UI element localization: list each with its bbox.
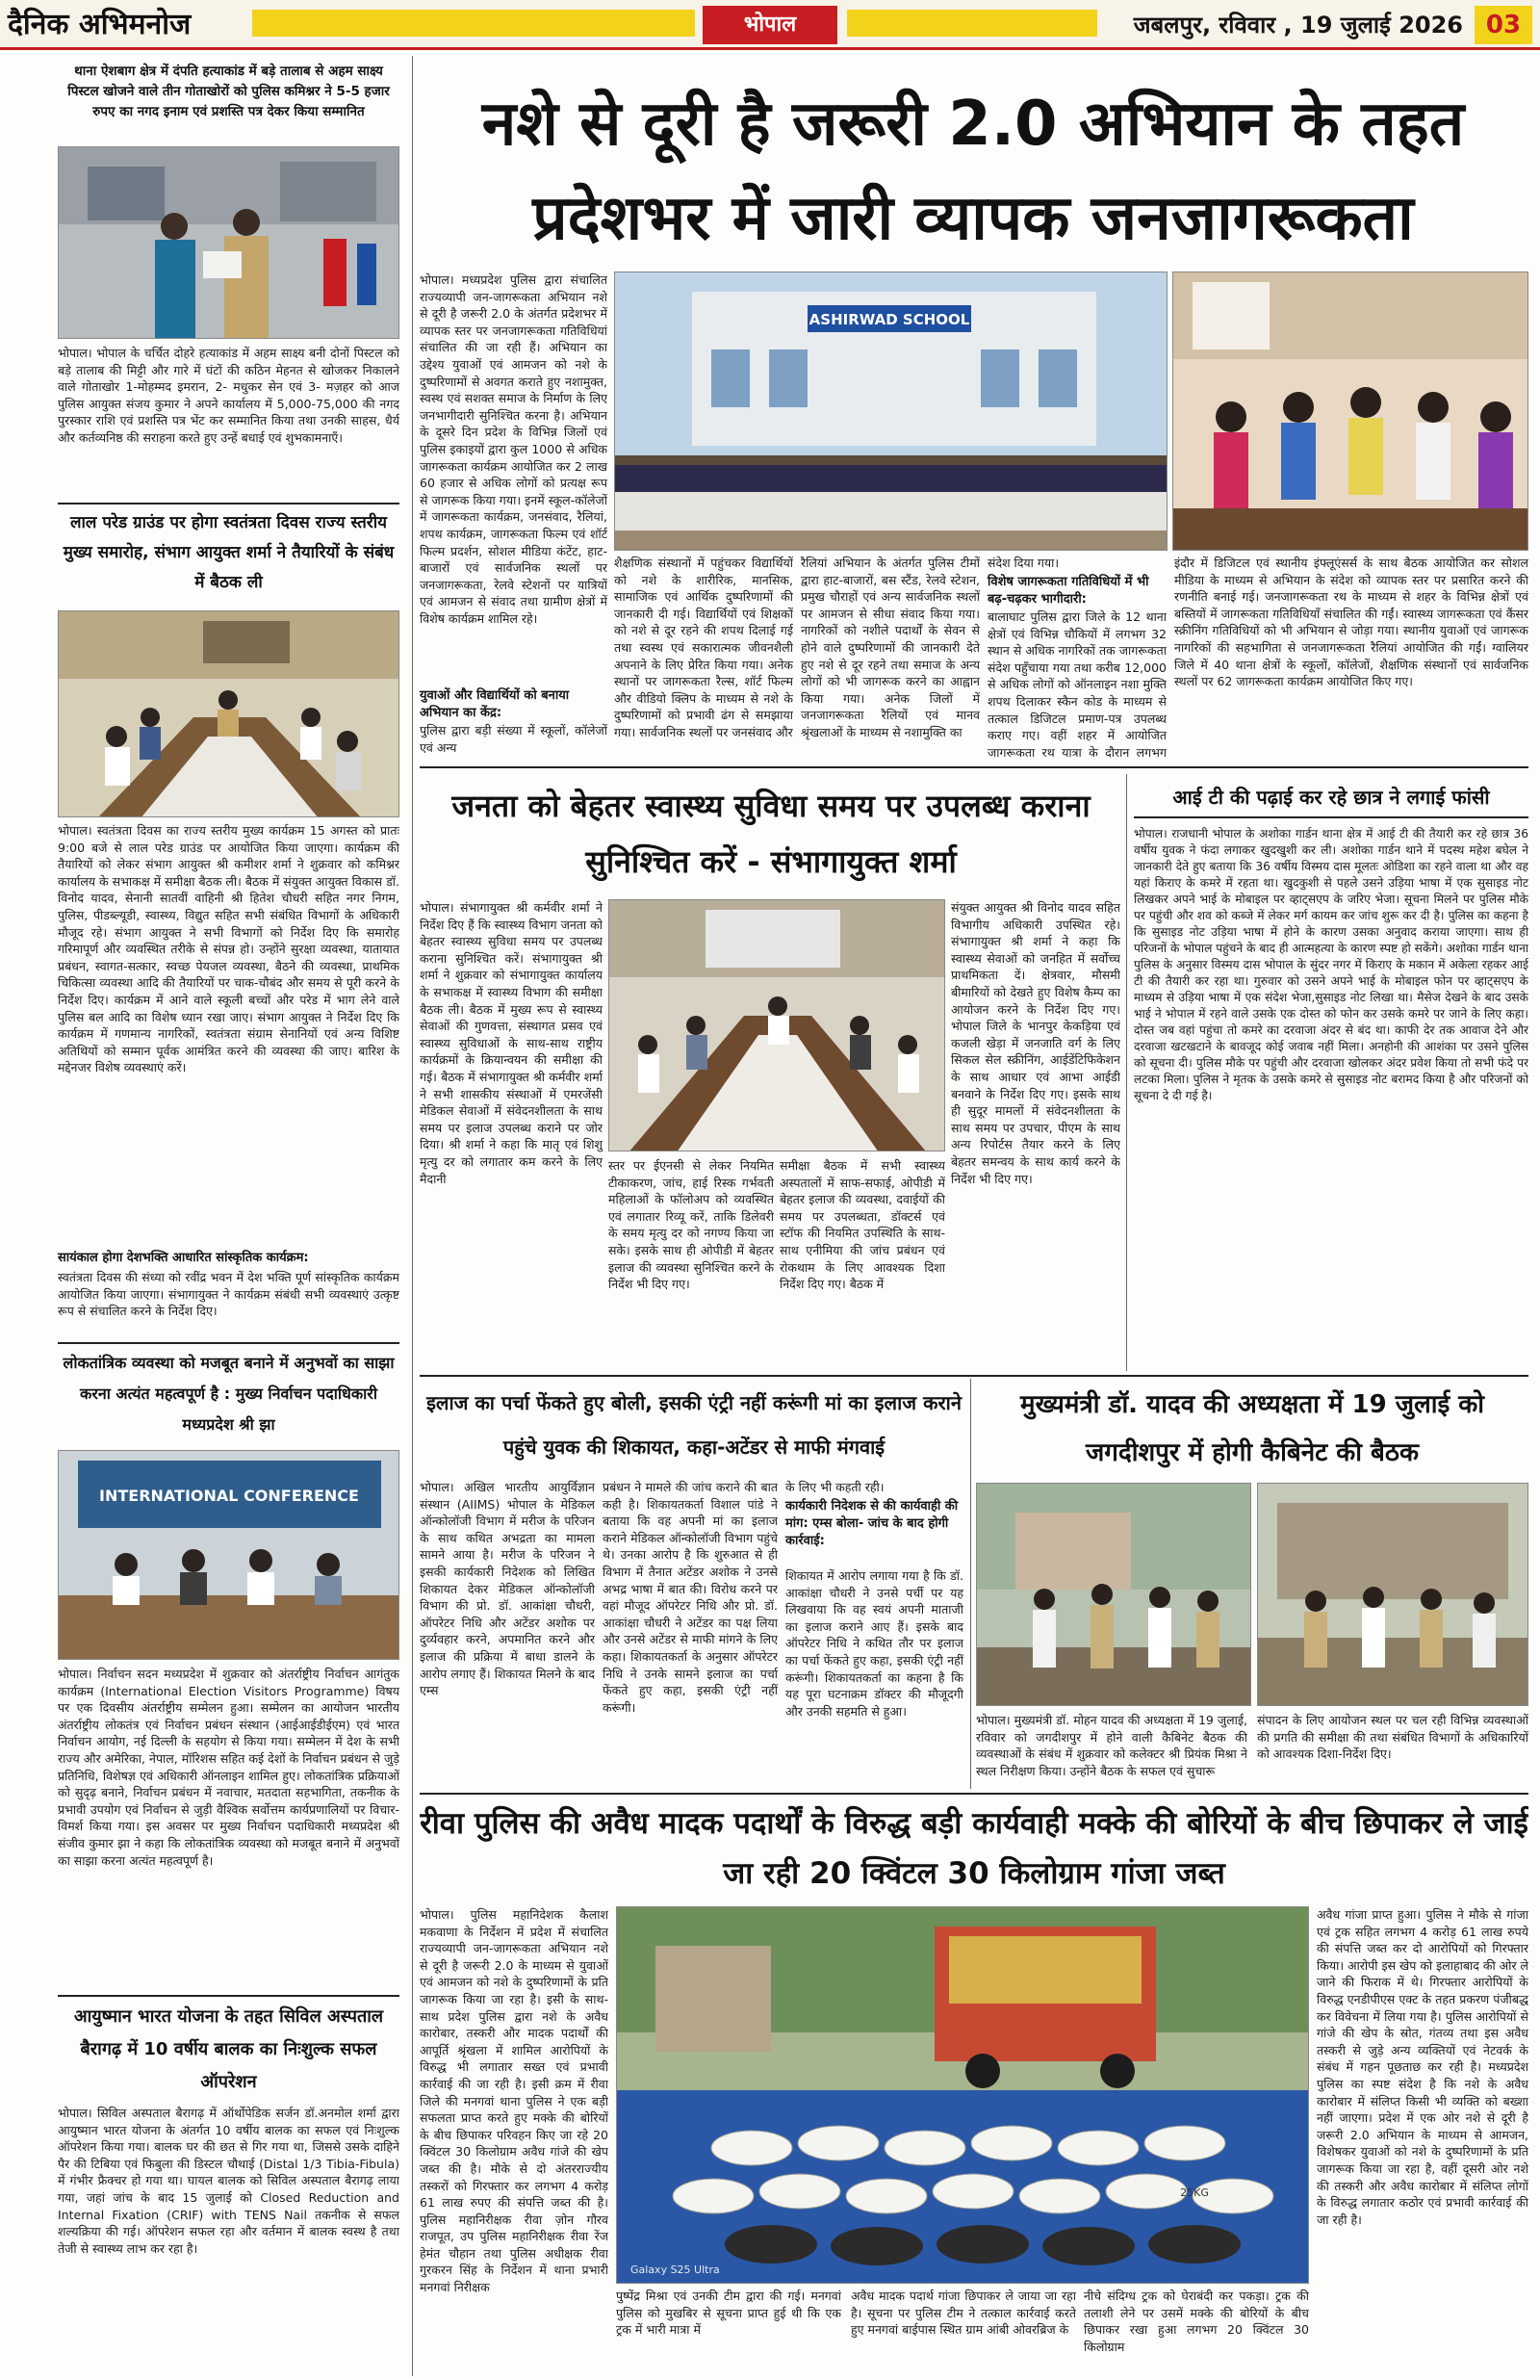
- ayushman-headline: आयुष्मान भारत योजना के तहत सिविल अस्पताल बैरागढ़ में 10 वर्षीय बालक का निःशुल्क सफल ऑपरेशन: [73, 2006, 384, 2092]
- divers-honour-body: भोपाल। भोपाल के चर्चित दोहरे हत्याकांड में अहम साक्ष्य बनी दोनों पिस्टल को बड़े तालाब की मिट्टी और गारे में घंटों की कठिन मेहनत से खोजकर निकालने वाले गोताखोर 1-मोहम्मद इमरान, 2- मधुकर सेन एवं 3- मज़हर को आज पुलिस आयुक्त संजय कुमार ने अपने कार्यालय में 5,000-75,000 की नगद पुरस्कार राशि एवं प्रशस्ति पत्र भेंट कर सम्मानित किया तथा उनकी साहस, धैर्य और कर्तव्यनिष्ठ की सराहना करते हुए उन्हें बधाई एवं शुभकामनाएँ।: [58, 346, 399, 445]
- suicide-headline: आई टी की पढ़ाई कर रहे छात्र ने लगाई फांसी: [1134, 778, 1528, 818]
- health-col4: संयुक्त आयुक्त श्री विनोद यादव सहित विभागीय अधिकारी उपस्थित रहे। संभागायुक्त श्री शर्मा ने कहा कि स्वास्थ्य सेवाओं को जनहित में सर्वोच्च प्राथमिकता दें। क्षेत्रवार, मौसमी बीमारियों को देखते हुए विशेष कैम्प का आयोजन करने के निर्देश दिए गए। भोपाल जिले के भानपुर केकड़िया एवं कजली खेड़ा में जनजाति वर्ग के लिए सिकल सेल स्क्रीनिंग, आईडेंटिफिकेशन के साथ आधार एवं आभा आईडी बनवाने के निर्देश दिए गए। इसके साथ ही सुदूर मामलों में संवेदनशीलता के साथ समय पर उपचार, पीएम के साथ अन्य रिपोर्टस तैयार करने के लिए बेहतर समन्वय के साथ कार्य करने के निर्देश भी दिए गए।: [951, 900, 1120, 1186]
- election-conference-photo: [58, 1450, 399, 1660]
- independence-day-body: भोपाल। स्वतंत्रता दिवस का राज्य स्तरीय मुख्य कार्यक्रम 15 अगस्त को प्रातः 9:00 बजे से लाल परेड ग्राउंड पर आयोजित किया जाएगा। कार्यक्रम की तैयारियों को लेकर संभाग आयुक्त श्री कमीशर शर्मा ने शुक्रवार को कमिश्नर कार्यालय के सभाकक्ष में समीक्षा बैठक ली। बैठक में संयुक्त आयुक्त विकास डॉ. विनोद यादव, सेनानी सातवीं वाहिनी श्री हितेश चौधरी सहित नगर निगम, पुलिस, पीडब्ल्यूडी, स्वास्थ्य, विद्युत सहित सभी संबंधित विभागों के अधिकारी मौजूद रहे। संभाग आयुक्त ने सभी विभागों को निर्देश दिए कि समारोह गरिमापूर्ण और व्यवस्थित तरीके से संपन्न हो। उन्होंने सुरक्षा व्यवस्था, यातायात प्रबंधन, स्वागत-सत्कार, स्वच्छ पेयजल व्यवस्था, बैठने की व्यवस्था, प्राथमिक चिकित्सा व्यवस्था आदि की तैयारियों पर चाक-चौबंद और समय से पूरी करने के निर्देश दिए। कार्यक्रम में आने वाले स्कूली बच्चों और परेड में भाग लेने वाले पुलिस बल आदि का विशेष ध्यान रखा जाए। संभाग आयुक्त ने निर्देश दिए कि कार्यक्रम में गणमान्य नागरिकों, स्वतंत्रता संग्राम सेनानियों एवं अन्य विशिष्ट अतिथियों को सम्मान पूर्वक आमंत्रित करने की व्यवस्था की जाए। बारिश के मद्देनजर विशेष व्यवस्थाएं करें।: [58, 823, 399, 1075]
- photo-watermark: Galaxy S25 Ultra: [630, 2264, 720, 2276]
- aiims-col1: भोपाल। अखिल भारतीय आयुर्विज्ञान संस्थान (AIIMS) भोपाल के मेडिकल ऑन्कोलॉजी विभाग में मरीज के परिजन के साथ कथित अभद्रता का मामला सामने आया है। मरीज के परिजन ने इसकी कार्यकारी निदेशक को लिखित शिकायत देकर मेडिकल ऑन्कोलॉजी विभाग की प्रो. डॉ. आकांक्षा चौधरी, ऑपरेटर निधि और अटेंडर अशोक पर दुर्व्यवहार करने, अपमानित करने और इलाज की प्रक्रिया में बाधा डालने के आरोप लगाए हैं। शिकायत मिलने के बाद एम्स: [420, 1480, 595, 1698]
- aiims-demand-subhead: कार्यकारी निदेशक से की कार्यवाही की मांग: एम्स बोला- जांच के बाद होगी कार्रवाई:: [785, 1499, 959, 1548]
- lead-col4: बालाघाट पुलिस द्वारा जिले के 12 थाना क्षेत्रों एवं विभिन्न चौकियों में लगभग 32 स्थान से अधिक नागरिकों तक जागरूकता संदेश पहुँचाया गया तथा करीब 12,000 से अधिक लोगों को ऑनलाइन नशा मुक्ति शपथ दिलाकर स्कैन कोड के माध्यम से तत्काल डिजिटल प्रमाण-पत्र उपलब्ध कराए गए। वहीं शहर में आयोजित जागरूकता रथ यात्रा के दौरान लगभग: [988, 609, 1167, 760]
- health-col1: भोपाल। संभागायुक्त श्री कर्मवीर शर्मा ने निर्देश दिए हैं कि स्वास्थ्य विभाग जनता को बेहतर स्वास्थ्य सुविधा समय पर उपलब्ध कराना सुनिश्चित करें। संभागायुक्त श्री शर्मा ने शुक्रवार को संभागायुक्त कार्यालय के सभाकक्ष में स्वास्थ्य विभाग की समीक्षा बैठक ली। बैठक में मुख्य रूप से स्वास्थ्य सेवाओं की गुणवत्ता, संस्थागत प्रसव एवं स्वास्थ्य सुविधाओं के साथ-साथ राष्ट्रीय कार्यक्रमों के क्रियान्वयन की समीक्षा की गई। बैठक में संभागायुक्त श्री कर्मवीर शर्मा ने सभी शासकीय संस्थाओं में एमरजेंसी मेडिकल सेवाओं में संवेदनशीलता के साथ समय पर इलाज उपलब्ध कराने पर जोर दिया। श्री शर्मा ने कहा कि मातृ एवं शिशु मृत्यु दर को लगातार कम करने के लिए मैदानी: [420, 900, 603, 1186]
- edition-city: भोपाल: [703, 6, 837, 44]
- lead-youth-subhead: युवाओं और विद्यार्थियों को बनाया अभियान का केंद्र:: [420, 688, 570, 720]
- aiims-divider: [970, 1379, 971, 1789]
- cabinet-col2: संपादन के लिए आयोजन स्थल पर चल रही विभिन्न व्यवस्थाओं की प्रगति की समीक्षा की तथा संबंधित विभागों के अधिकारियों को आवश्यक दिशा-निर्देश दिए।: [1257, 1713, 1528, 1762]
- independence-day-headline: लाल परेड ग्राउंड पर होगा स्वतंत्रता दिवस राज्य स्तरीय मुख्य समारोह, संभाग आयुक्त शर्मा ने तैयारियों के संबंध में बैठक ली: [63, 513, 395, 592]
- health-headline: जनता को बेहतर स्वास्थ्य सुविधा समय पर उपलब्ध कराना सुनिश्चित करें - संभागायुक्त शर्मा: [451, 788, 1091, 880]
- independence-day-meeting-photo: [58, 610, 399, 817]
- rewa-headline: रीवा पुलिस की अवैध मादक पदार्थों के विरुद्ध बड़ी कार्यवाही मक्के की बोरियों के बीच छिपाकर ले जाई जा रही 20 क्विंटल 30 किलोग्राम गांजा जब्त: [420, 1806, 1528, 1891]
- rewa-col2-part2: मनगवां पुलिस को मुखबिर से सूचना प्राप्त हुई थी कि एक ट्रक में भारी मात्रा में: [616, 2289, 841, 2338]
- rule: [58, 1342, 399, 1344]
- left-column-divider: [412, 56, 413, 2376]
- rule: [420, 766, 1528, 768]
- election-conference-headline: लोकतांत्रिक व्यवस्था को मजबूत बनाने में अनुभवों का साझा करना अत्यंत महत्वपूर्ण है : मुख्य निर्वाचन पदाधिकारी मध्यप्रदेश श्री झा: [63, 1354, 395, 1434]
- lead-col4-lead: संदेश दिया गया।: [988, 556, 1060, 570]
- sack-label-text: 25KG: [1180, 2186, 1209, 2199]
- cultural-program-subhead: सायंकाल होगा देशभक्ति आधारित सांस्कृतिक कार्यक्रम:: [58, 1251, 309, 1265]
- rewa-col2: [616, 2288, 841, 2376]
- aiims-col3: शिकायत में आरोप लगाया गया है कि डॉ. आकांक्षा चौधरी ने उनसे पर्ची पर यह लिखवाया कि वह स्वयं अपनी माताजी का इलाज कराने आए हैं। इसके बाद ऑपरेटर निधि ने कथित तौर पर इलाज का पर्चा फेंकते हुए कहा, इसकी एंट्री नहीं करूंगी। शिकायतकर्ता का कहना है कि यह पूरा घटनाक्रम डॉक्टर की मौजूदगी और उनकी सहमति से हुआ।: [785, 1568, 963, 1719]
- rewa-col4: नीचे संदिग्ध ट्रक को घेराबंदी कर पकड़ा। ट्रक की तलाशी लेने पर उसमें मक्के की बोरियों के बीच छिपाकर रखा हुआ लगभग 20 क्विंटल 30 किलोग्राम: [1084, 2289, 1309, 2354]
- masthead-band-right: [847, 10, 1097, 37]
- health-col3: समीक्षा बैठक में सभी स्वास्थ्य अस्पतालों में साफ-सफाई, ओपीडी में बेहतर इलाज की व्यवस्था, दवाईयों की समय पर उपलब्धता, डॉक्टर्स एवं स्टॉफ की नियमित उपस्थिति के साथ-साथ एनीमिया की जांच प्रबंधन एवं रोकथाम के लिए आवश्यक दिशा निर्देश दिए गए। बैठक में: [780, 1158, 945, 1292]
- lead-school-photo: [614, 272, 1168, 551]
- conference-banner-text: INTERNATIONAL CONFERENCE: [99, 1487, 359, 1505]
- cabinet-inspection-photo-1: [976, 1483, 1251, 1706]
- aiims-col2: प्रबंधन ने मामले की जांच कराने की बात कही है। शिकायतकर्ता विशाल पांडे ने बताया कि वह अपनी मां का इलाज कराने मेडिकल ऑन्कोलॉजी विभाग पहुंचे थे। उनका आरोप है कि शुरुआत से ही विभाग में तैनात अटेंडर अशोक ने उनसे अभद्र भाषा में बात की। विरोध करने पर वहां मौजूद ऑपरेटर निधि और प्रो. डॉ. आकांक्षा चौधरी ने अटेंडर का पक्ष लिया और उनसे अटेंडर से माफी मांगने के लिए कहा। शिकायतकर्ता के अनुसार ऑपरेटर निधि ने उनके सामने इलाज का पर्चा फेंकते हुए कहा, इसकी एंट्री नहीं करूंगी।: [603, 1480, 778, 1715]
- divers-honour-headline: थाना ऐशबाग क्षेत्र में दंपति हत्याकांड में बड़े तालाब से अहम साक्ष्य पिस्टल खोजने वाले तीन गोताखोरों को पुलिस कमिश्नर ने 5-5 हजार रुपए का नगद इनाम एवं प्रशस्ति पत्र देकर किया सम्मानित: [67, 64, 390, 119]
- rule: [58, 503, 399, 504]
- dateline: जबलपुर, रविवार , 19 जुलाई 2026: [1133, 12, 1463, 39]
- lead-classroom-photo: [1172, 272, 1528, 551]
- rule: [420, 1793, 1528, 1795]
- cabinet-col1: भोपाल। मुख्यमंत्री डॉ. मोहन यादव की अध्यक्षता में 19 जुलाई, रविवार को जगदीशपुर में होने वाली कैबिनेट बैठक की व्यवस्थाओं के संबंध में शुक्रवार को कलेक्टर श्री प्रियंक मिश्रा ने स्थल निरीक्षण किया। उन्होंने बैठक के सफल एवं सुचारू: [976, 1713, 1247, 1778]
- lead-col1: भोपाल। मध्यप्रदेश पुलिस द्वारा संचालित राज्यव्यापी जन-जागरूकता अभियान नशे से दूरी है जरूरी 2.0 के अंतर्गत प्रदेशभर में व्यापक स्तर पर जनजागरूकता गतिविधियां संचालित की जा रही हैं। अभियान का उद्देश्य युवाओं एवं आमजन को नशे के दुष्परिणामों से अवगत कराते हुए नशामुक्त, स्वस्थ एवं सशक्त समाज के निर्माण के लिए जनभागीदारी सुनिश्चित करना है। अभियान के दूसरे दिन प्रदेश के विभिन्न जिलों एवं पुलिस इकाइयों द्वारा कुल 1000 से अधिक जागरूकता कार्यक्रम आयोजित कर 2 लाख 60 हजार से अधिक लोगों को प्रत्यक्ष रूप से जागरूक किया गया। इनमें स्कूल-कॉलेजों में जागरूकता कार्यक्रम, जनसंवाद, रैलियां, शपथ कार्यक्रम, जागरूकता फिल्म एवं शॉर्ट फिल्म प्रदर्शन, सोशल मीडिया कंटेंट, हाट-बाजारों एवं सार्वजनिक स्थलों पर जनजागरूकता, रेलवे स्टेशनों पर यात्रियों एवं आमजन से संवाद तथा ग्रामीण क्षेत्रों में विशेष कार्यक्रम शामिल रहे।: [420, 272, 607, 626]
- health-divider: [1126, 774, 1127, 1371]
- rewa-col3: अवैध मादक पदार्थ गांजा छिपाकर ले जाया जा रहा है। सूचना पर पुलिस टीम ने तत्काल कार्रवाई करते हुए मनगवां बाईपास स्थित ग्राम आंबी ओवरब्रिज के: [851, 2289, 1076, 2338]
- ayushman-body: भोपाल। सिविल अस्पताल बैरागढ़ में ऑर्थोपेडिक सर्जन डॉ.अनमोल शर्मा द्वारा आयुष्मान भारत योजना के अंतर्गत 10 वर्षीय बालक का सफल एवं निःशुल्क ऑपरेशन किया गया। बालक घर की छत से गिर गया था, जिससे उसके दाहिने पैर की टिबिया एवं फिबुला की डिस्टल चौथाई (Distal 1/3 Tibia-Fibula) में गंभीर फ्रैक्चर हो गया था। घायल बालक को सिविल अस्पताल बैरागढ़ लाया गया, जहां जांच के बाद 15 जुलाई को Closed Reduction and Internal Fixation (CRIF) with TENS Nail तकनीक से सफल शल्यक्रिया की गई। ऑपरेशन सफल रहा और वर्तमान में बालक स्वस्थ है तथा तेजी से स्वास्थ्य लाभ कर रहा है।: [58, 2106, 399, 2256]
- rule: [58, 1995, 399, 1997]
- divers-honour-photo: [58, 146, 399, 339]
- election-conference-body: भोपाल। निर्वाचन सदन मध्यप्रदेश में शुक्रवार को अंतर्राष्ट्रीय निर्वाचन आगंतुक कार्यक्रम (International Election Visitors Programme) विषय पर एक दिवसीय अंतर्राष्ट्रीय सम्मेलन हुआ। सम्मेलन का आयोजन भारतीय अंतर्राष्ट्रीय लोकतंत्र एवं निर्वाचन प्रबंधन संस्थान (आईआईडीईएम) एवं भारत निर्वाचन आयोग, नई दिल्ली के सहयोग से किया गया। सम्मेलन में देश के सभी राज्य और अमेरिका, नेपाल, मॉरिशस सहित कई देशों के निर्वाचन प्रबंधन से जुड़े प्रतिनिधि, विशेषज्ञ एवं अधिकारी ऑनलाइन शामिल हुए। लोकतांत्रिक प्रक्रियाओं को सुदृढ़ बनाने, निर्वाचन प्रबंधन में नवाचार, मतदाता सहभागिता, तकनीक के प्रभावी उपयोग एवं निर्वाचन से जुड़ी वैश्विक सर्वोत्तम कार्यप्रणालियों पर विचार-विमर्श किया गया। इस अवसर पर मुख्य निर्वाचन पदाधिकारी मध्यप्रदेश श्री संजीव कुमार झा ने कहा कि लोकतांत्रिक व्यवस्था को मजबूत बनाने में अनुभवों का साझा करना अत्यंत महत्वपूर्ण है।: [58, 1667, 399, 1868]
- rule: [420, 1375, 1528, 1377]
- health-meeting-photo: [608, 899, 945, 1151]
- lead-participation-subhead: विशेष जागरूकता गतिविधियों में भी बढ़-चढ़कर भागीदारी:: [988, 575, 1149, 607]
- lead-col5: इंदौर में डिजिटल एवं स्थानीय इंफ्लूएंसर्स के साथ बैठक आयोजित कर सोशल मीडिया के माध्यम से अभियान के संदेश को व्यापक स्तर पर प्रसारित करने की रणनीति बनाई गई। जनजागरूकता रथ के माध्यम से शहर के विभिन्न क्षेत्रों एवं बस्तियों में जागरूकता गतिविधियाँ संचालित की गईं। स्वास्थ्य जागरूकता एवं कैंसर स्क्रीनिंग गतिविधियों को भी अभियान से जोड़ा गया। स्थानीय युवाओं एवं जागरूक नागरिकों की सहभागिता से जनजागरूकता रैलियां आयोजित की गईं। ग्वालियर जिले में 40 थाना क्षेत्रों के स्कूलों, कॉलेजों, शैक्षणिक संस्थानों एवं सार्वजनिक स्थलों पर 62 जागरूकता कार्यक्रम आयोजित किए गए।: [1174, 556, 1528, 689]
- lead-youth-body: पुलिस द्वारा बड़ी संख्या में स्कूलों, कॉलेजों एवं अन्य: [420, 723, 607, 755]
- newspaper-logo: दैनिक अभिमनोज: [8, 8, 192, 41]
- lead-col3: रैलियां अभियान के अंतर्गत पुलिस टीमों द्वारा हाट-बाजारों, बस स्टैंड, रेलवे स्टेशन, प्रमुख चौराहों एवं अन्य सार्वजनिक स्थलों पर आमजन से सीधा संवाद किया गया। नागरिकों को नशीले पदार्थों के सेवन से होने वाले दुष्परिणामों की जानकारी देते हुए नशे से दूर रहने तथा समाज के अन्य लोगों को भी जागरूक करने का आह्वान किया गया। अनेक जिलों में जनजागरूकता रैलियों एवं मानव श्रृंखलाओं के माध्यम से नशामुक्ति का: [801, 556, 980, 739]
- suicide-body: भोपाल। राजधानी भोपाल के अशोका गार्डन थाना क्षेत्र में आई टी की तैयारी कर रहे छात्र 36 वर्षीय युवक ने फंदा लगाकर खुदखुशी कर ली। अशोका गार्डन थाने में पदस्थ महेश बघेल ने जानकारी देते हुए बताया कि 36 वर्षीय विस्मय दास मूलतः ओडिशा का रहने वाला था और वह यहां किराए के कमरे में रहता था। खुदकुशी से पहले उसने उड़िया भाषा में एक सुसाइड नोट लिखकर अपने भाई के मोबाइल पर व्हाट्सएप के जरिए भेजा। सूचना मिलने पर पुलिस मौके पर पहुंची और शव को कब्जे में लेकर मर्ग कायम कर जांच शुरू कर दी है। पुलिस का कहना है कि सुसाइड नोट उड़िया भाषा में होने के कारण उसका अनुवाद कराया जाएगा। साथ ही परिजनों के भोपाल पहुंचने के बाद ही आत्महत्या के कारण स्पष्ट हो सकेंगे। अशोका गार्डन थाना पुलिस के अनुसार विस्मय दास भोपाल के सुंदर नगर में किराए के मकान में अकेला रहकर आई टी की तैयारी कर रहा था। गुरुवार को उसने अपने भाई के मोबाइल फोन पर व्हाट्सएप के माध्यम से उड़िया भाषा में एक संदेश भेजा,सुसाइड नोट लिखा था। मैसेज देखने के बाद उसके भाई ने भोपाल में रहने वाले उसके एक दोस्त को फोन कर उसके कमरे पर जाने के लिए कहा। दोस्त जब वहां पहुंचा तो कमरे का दरवाजा अंदर से बंद था। काफी देर तक आवाज देने और दरवाजा खटखटाने के बावजूद कोई जवाब नहीं मिला। अनहोनी की आशंका पर उसने पुलिस को सूचना दी। पुलिस मौके पर पहुंची और दरवाजा खोलकर अंदर प्रवेश किया तो सभी फंदे पर लटका मिला। पुलिस ने मृतक के उसके कमरे से सुसाइड नोट बरामद किया है और परिजनों को सूचना दे दी गई है।: [1134, 827, 1528, 1102]
- school-sign-text: ASHIRWAD SCHOOL: [808, 311, 970, 328]
- lead-col2: शैक्षणिक संस्थानों में पहुंचकर विद्यार्थियों को नशे के शारीरिक, मानसिक, सामाजिक एवं आर्थिक दुष्परिणामों की जानकारी दी गई। विद्यार्थियों एवं शिक्षकों को नशे से दूर रहने की शपथ दिलाई गई तथा स्वस्थ एवं सकारात्मक जीवनशैली अपनाने के लिए प्रेरित किया गया। अनेक स्थानों पर जागरूकता रैल्स, शॉर्ट फिल्म और वीडियो क्लिप के माध्यम से नशे के दुष्परिणामों को प्रभावी ढंग से समझाया गया। सार्वजनिक स्थलों पर जनसंवाद और: [614, 556, 793, 739]
- rewa-col1: भोपाल। पुलिस महानिदेशक कैलाश मकवाणा के निर्देशन में प्रदेश में संचालित राज्यव्यापी जन-जागरूकता अभियान नशे से दूरी है जरूरी 2.0 के माध्यम से युवाओं एवं आमजन को नशे के दुष्परिणामों के प्रति जागरूक किया जा रहा है। इसी के साथ-साथ प्रदेश पुलिस द्वारा नशे के अवैध कारोबार, तस्करी और मादक पदार्थों की आपूर्ति श्रृंखला में शामिल आरोपियों के विरुद्ध भी लगातार सख्त एवं प्रभावी कार्रवाई की जा रही है। इसी क्रम में रीवा जिले की मनगवां थाना पुलिस ने एक बड़ी सफलता प्राप्त करते हुए मक्के की बोरियों के बीच छिपाकर परिवहन किए जा रहे 20 क्विंटल 30 किलोग्राम अवैध गांजे की खेप जब्त की है। मौके से दो अंतरराज्यीय तस्करों को गिरफ्तार कर लगभग 4 करोड़ 61 लाख रुपए की संपत्ति जब्त की है। पुलिस महानिरीक्षक रीवा ज़ोन गौरव राजपूत, उप पुलिस महानिरीक्षक रीवा रेंज हेमंत चौहान तथा पुलिस अधीक्षक रीवा गुरकरन सिंह के निर्देशन में थाना प्रभारी मनगवां निरीक्षक: [420, 1907, 608, 2295]
- cabinet-inspection-photo-2: [1257, 1483, 1528, 1706]
- aiims-col3-lead: के लिए भी कहती रही।: [785, 1480, 885, 1494]
- lead-headline: नशे से दूरी है जरूरी 2.0 अभियान के तहत प्रदेशभर में जारी व्यापक जनजागरूकता: [481, 89, 1465, 254]
- page-number: 03: [1475, 6, 1532, 44]
- health-col2: स्तर पर ईएनसी से लेकर नियमित टीकाकरण, जांच, हाई रिस्क गर्भवती महिलाओं के फॉलोअप को व्यवस्थित एवं लगातार रिव्यू करें, ताकि डिलेवरी के समय मृत्यु दर को नगण्य किया जा सके। इसके साथ ही ओपीडी में बेहतर इलाज की व्यवस्था सुनिश्चित करने के निर्देश भी दिए गए।: [608, 1158, 774, 1292]
- masthead-band-left: [252, 10, 695, 37]
- cultural-program-body: स्वतंत्रता दिवस की संध्या को रवींद्र भवन में देश भक्ति पूर्ण सांस्कृतिक कार्यक्रम आयोजित किया जाएगा। संभागायुक्त ने कार्यक्रम संबंधी सभी व्यवस्थाएं उत्कृष्ट रूप से संचालित करने के निर्देश दिए।: [58, 1270, 399, 1319]
- rewa-seizure-photo: [616, 1906, 1309, 2284]
- rewa-col2-part1: पुष्पेंद्र मिश्रा एवं उनकी टीम द्वारा की गई।: [616, 2289, 806, 2303]
- cabinet-headline: मुख्यमंत्री डॉ. यादव की अध्यक्षता में 19 जुलाई को जगदीशपुर में होगी कैबिनेट की बैठक: [1020, 1390, 1484, 1467]
- rewa-col5: अवैध गांजा प्राप्त हुआ। पुलिस ने मौके से गांजा एवं ट्रक सहित लगभग 4 करोड़ 61 लाख रुपये की संपत्ति जब्त कर दो आरोपियों को गिरफ्तार किया। आरोपी इस खेप को इलाहाबाद की ओर ले जाने की फिराक में थे। गिरफ्तार आरोपियों के विरुद्ध एनडीपीएस एक्ट के तहत प्रकरण पंजीबद्ध कर विवेचना में लिया गया है। पुलिस आरोपियों से गांजे की खेप के स्रोत, गंतव्य तथा इस अवैध तस्करी से जुड़े अन्य व्यक्तियों एवं नेटवर्क के संबंध में गहन पूछताछ कर रही है। मध्यप्रदेश पुलिस का स्पष्ट संदेश है कि नशे के अवैध कारोबार में संलिप्त किसी भी व्यक्ति को बख्शा नहीं जाएगा। प्रदेश में एक ओर नशे से दूरी है जरूरी 2.0 अभियान के माध्यम से आमजन, विशेषकर युवाओं को नशे के दुष्परिणामों के प्रति जागरूक किया जा रहा है, वहीं दूसरी ओर नशे की तस्करी और अवैध कारोबार में संलिप्त लोगों के विरुद्ध लगातार कठोर एवं प्रभावी कार्रवाई की जा रही है।: [1317, 1907, 1528, 2227]
- aiims-headline: इलाज का पर्चा फेंकते हुए बोली, इसकी एंट्री नहीं करूंगी मां का इलाज कराने पहुंचे युवक की शिकायत, कहा-अटेंडर से माफी मंगवाई: [426, 1391, 962, 1459]
